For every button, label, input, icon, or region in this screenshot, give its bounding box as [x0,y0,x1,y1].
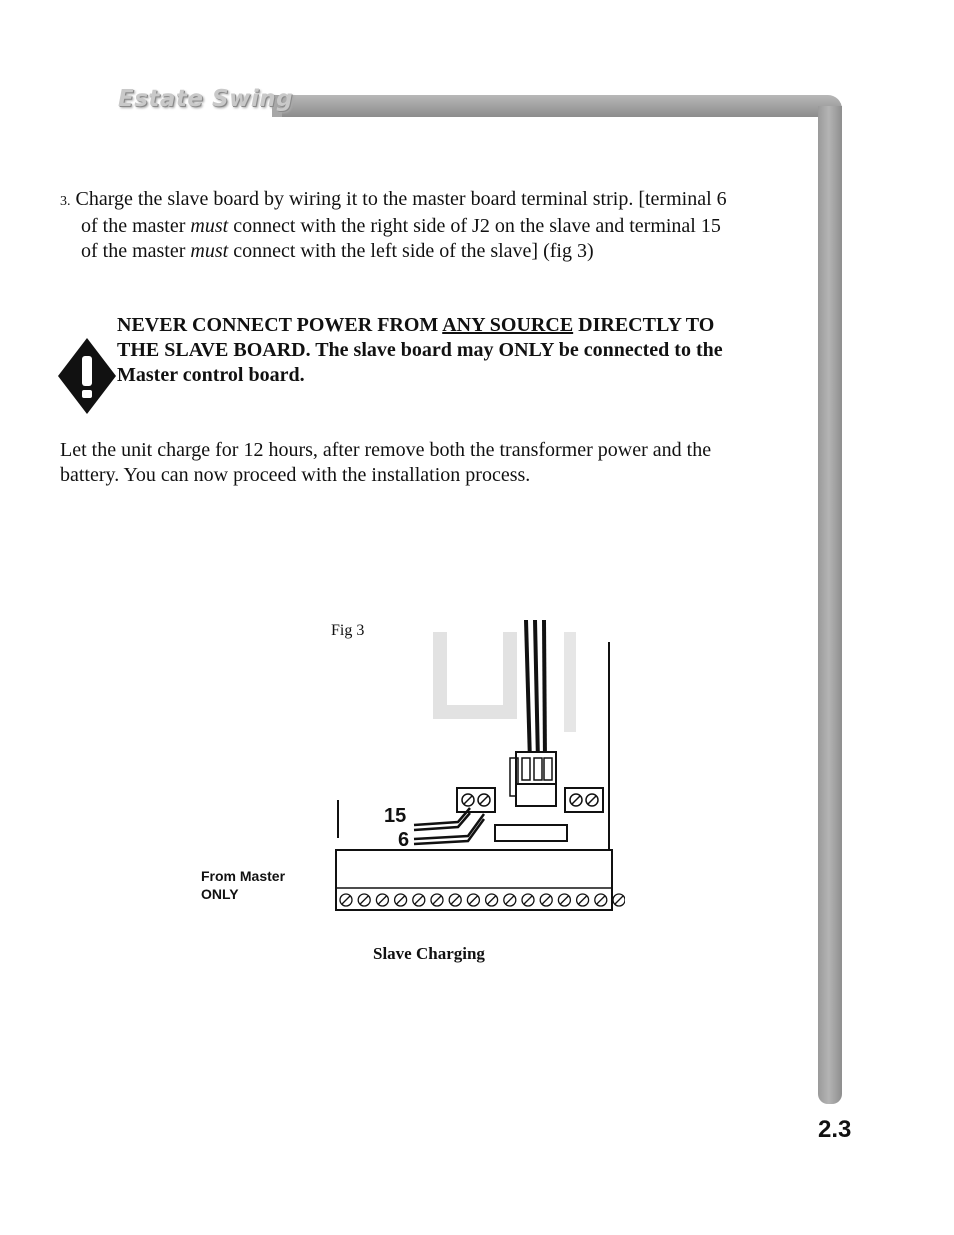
step-3-emphasis-2: must [190,240,229,262]
warning-line-2: THE SLAVE BOARD. The slave board may ONLY be connected to the [117,339,723,361]
warning-line-3: Master control board. [117,364,305,386]
step-3-line-1: Charge the slave board by wiring it to the master board terminal strip. [terminal 6 [70,188,727,210]
step-number: 3. [60,194,71,209]
step-3-line-2a: of the master [81,215,191,237]
charge-line-1: Let the unit charge for 12 hours, after remove both the transformer power and the [60,439,712,461]
from-master-line-2: ONLY [201,886,239,902]
header-bar [282,95,842,117]
page-number: 2.3 [818,1116,852,1143]
terminal-15-label: 15 [384,805,407,827]
warning-line-1b: DIRECTLY TO [573,314,715,336]
warning-line-1a: NEVER CONNECT POWER FROM [117,314,443,336]
charge-paragraph [60,438,800,488]
step-3-line-3a: of the master [81,240,191,262]
from-master-label [201,867,321,903]
warning-underlined: ANY SOURCE [442,314,574,336]
exclamation-diamond-icon [56,336,118,416]
step-3-line-2b: connect with the right side of J2 on the slave and terminal 15 [228,215,721,237]
from-master-line-1: From Master [201,868,286,884]
warning-text [117,313,807,388]
slave-board-diagram [330,612,625,917]
step-3-emphasis-1: must [190,215,229,237]
step-3-line-3b: connect with the left side of the slave] (fig 3) [228,240,594,262]
brand-title: Estate Swing [118,86,294,112]
side-bar [818,106,842,1104]
terminal-6-label: 6 [398,829,410,851]
strip-screw-slot [615,896,623,904]
step-3-paragraph [60,187,800,264]
figure-label: Fig 3 [331,622,365,639]
charge-line-2: battery. You can now proceed with the installation process. [60,464,531,486]
figure-caption: Slave Charging [373,944,485,963]
